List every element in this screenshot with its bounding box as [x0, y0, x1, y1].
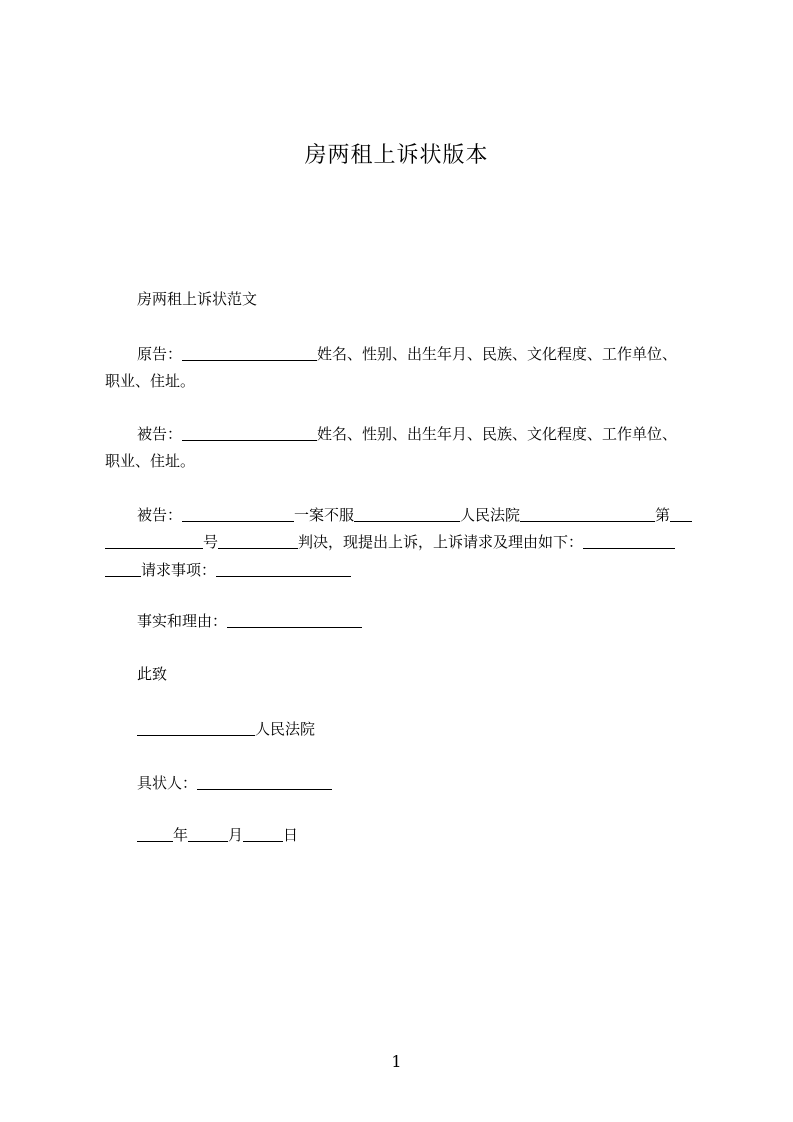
defendant-label: 被告：: [137, 425, 183, 443]
appeal-line-1: [105, 502, 700, 529]
subtitle: 房两租上诉状范文: [137, 290, 258, 308]
day-blank: [243, 824, 283, 842]
plaintiff-fields-cont: 职业、住址。: [105, 372, 196, 390]
appeal-no-blank-b: [105, 531, 203, 549]
date-day: 日: [283, 826, 299, 844]
appeal-year-blank: [520, 504, 655, 522]
plaintiff-label: 原告：: [137, 345, 183, 363]
date-year: 年: [173, 826, 189, 844]
defendant-line: [105, 421, 700, 448]
appeal-case-text: 一案不服: [294, 506, 355, 524]
appeal-case-blank: [182, 504, 294, 522]
plaintiff-fields: 姓名、性别、出生年月、民族、文化程度、工作单位、: [317, 345, 678, 363]
appeal-line-2: [105, 529, 700, 556]
defendant-fields-cont: 职业、住址。: [105, 452, 196, 470]
facts-label: 事实和理由：: [137, 612, 228, 630]
court-blank: [137, 718, 255, 736]
defendant-fields: 姓名、性别、出生年月、民族、文化程度、工作单位、: [317, 425, 678, 443]
appeal-reason-blank-b: [105, 559, 141, 577]
year-blank: [137, 824, 173, 842]
appeal-label: 被告：: [137, 506, 183, 524]
plaintiff-blank: [182, 343, 317, 361]
plaintiff-line: [105, 341, 700, 368]
date-line: [137, 822, 732, 849]
appeal-judgment-blank: [218, 531, 298, 549]
facts-line: [137, 608, 732, 635]
appeal-judgment-text: 判决，现提出上诉，上诉请求及理由如下：: [298, 533, 584, 551]
document-title: 房两租上诉状版本: [304, 143, 489, 168]
defendant-blank: [182, 423, 317, 441]
appeal-no-suffix: 号: [203, 533, 219, 551]
appeal-line-3: [105, 557, 700, 584]
appeal-no-prefix: 第: [655, 506, 671, 524]
month-blank: [188, 824, 228, 842]
court-suffix: 人民法院: [255, 720, 316, 738]
salutation: 此致: [137, 665, 168, 683]
appeal-court-blank: [354, 504, 460, 522]
signer-label: 具状人：: [137, 774, 198, 792]
facts-blank: [227, 610, 362, 628]
claims-label: 请求事项：: [141, 561, 217, 579]
signer-line: [137, 770, 732, 797]
claims-blank: [216, 559, 351, 577]
court-line: [137, 716, 732, 743]
appeal-reason-blank-a: [583, 531, 675, 549]
signer-blank: [197, 772, 332, 790]
page-number: 1: [391, 1052, 402, 1071]
date-month: 月: [228, 826, 244, 844]
appeal-no-blank-a: [670, 504, 692, 522]
appeal-court-text: 人民法院: [460, 506, 521, 524]
